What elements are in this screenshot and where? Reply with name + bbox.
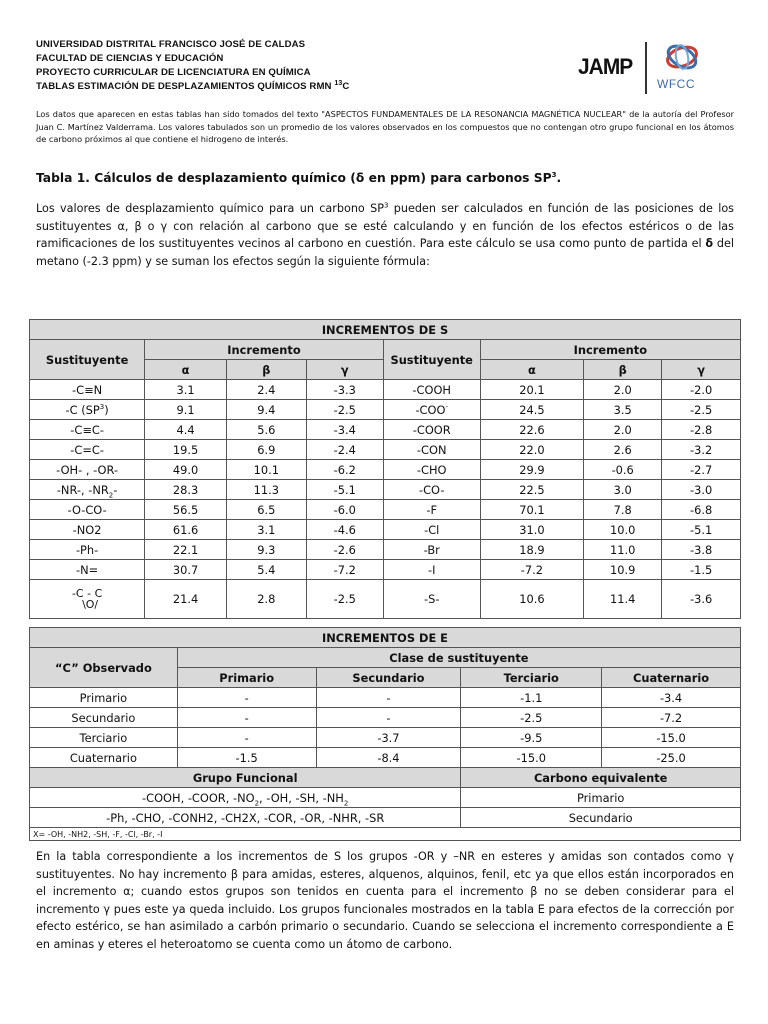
e-col-observed: “C” Observado — [30, 648, 178, 688]
substituent-cell: -Br — [383, 540, 480, 560]
s-col-gamma: γ — [306, 360, 383, 380]
s-col-inc-left: Incremento — [145, 340, 384, 360]
substituent-cell: -C≡C- — [30, 420, 145, 440]
carbon-row-2: Secundario — [461, 808, 741, 828]
value-cell: -2.6 — [306, 540, 383, 560]
substituent-cell: -I — [383, 560, 480, 580]
jamp-logo: JAMP — [578, 54, 633, 79]
substituent-cell: -C=C- — [30, 440, 145, 460]
value-cell: 18.9 — [480, 540, 583, 560]
value-cell: 10.1 — [226, 460, 306, 480]
table-row — [30, 380, 741, 400]
value-cell: -6.0 — [306, 500, 383, 520]
value-cell: -7.2 — [602, 708, 741, 728]
substituent-cell: -OH- , -OR- — [30, 460, 145, 480]
value-cell: 3.0 — [584, 480, 662, 500]
substituent-cell: -Ph- — [30, 540, 145, 560]
s-col-sust-left: Sustituyente — [30, 340, 145, 380]
value-cell: 22.1 — [145, 540, 227, 560]
observed-carbon-cell: Cuaternario — [30, 748, 178, 768]
e-col-cuaternario: Cuaternario — [602, 668, 741, 688]
value-cell: 49.0 — [145, 460, 227, 480]
logo-block — [578, 40, 742, 96]
value-cell: 10.0 — [584, 520, 662, 540]
observed-carbon-cell: Terciario — [30, 728, 178, 748]
wfcc-logo: WFCC — [657, 77, 695, 91]
value-cell: 30.7 — [145, 560, 227, 580]
table-title-text: Tabla 1. Cálculos de desplazamiento químico (δ en ppm) para carbonos SP — [36, 171, 552, 185]
header-tables-end: C — [342, 81, 350, 92]
value-cell: 10.6 — [480, 580, 583, 619]
value-cell: -0.6 — [584, 460, 662, 480]
value-cell: -4.6 — [306, 520, 383, 540]
wfcc-rings-icon — [660, 40, 704, 76]
value-cell: 2.6 — [584, 440, 662, 460]
value-cell: - — [177, 688, 316, 708]
value-cell: -2.0 — [662, 380, 741, 400]
substituent-cell: -C - C \O/ — [30, 580, 145, 619]
value-cell: 11.4 — [584, 580, 662, 619]
value-cell: 3.1 — [145, 380, 227, 400]
value-cell: -2.5 — [306, 400, 383, 420]
carbon-row-1: Primario — [461, 788, 741, 808]
document-header — [36, 38, 556, 94]
table-row — [30, 540, 741, 560]
group-row-1: -COOH, -COOR, $-NO_2$, -OH, -SH, $-NH_2$ — [30, 788, 461, 808]
table-title-sup: 3 — [551, 170, 557, 179]
value-cell: -1.1 — [461, 688, 602, 708]
substituent-cell: -COO- — [383, 400, 480, 420]
table-row — [30, 440, 741, 460]
value-cell: 29.9 — [480, 460, 583, 480]
value-cell: - — [177, 728, 316, 748]
s-col-beta: β — [584, 360, 662, 380]
table-row — [30, 520, 741, 540]
table-row — [30, 560, 741, 580]
substituent-cell: -N= — [30, 560, 145, 580]
increments-e-table — [29, 627, 741, 841]
value-cell: -15.0 — [602, 728, 741, 748]
substituent-cell: -Cl — [383, 520, 480, 540]
table-title-end: . — [556, 171, 562, 185]
substituent-cell: -CO- — [383, 480, 480, 500]
e-table-body — [30, 688, 741, 768]
value-cell: -3.6 — [662, 580, 741, 619]
group-row-2: -Ph, -CHO, -CONH2, -CH2X, -COR, -OR, -NHR, -SR — [30, 808, 461, 828]
value-cell: -5.1 — [662, 520, 741, 540]
table-row — [30, 480, 741, 500]
value-cell: -3.2 — [662, 440, 741, 460]
s-col-alpha: α — [145, 360, 227, 380]
substituent-cell: -NR-, $-NR_2-$ — [30, 480, 145, 500]
para-part1: Los valores de desplazamiento químico para un carbono SP — [36, 202, 384, 215]
e-col-group: Grupo Funcional — [30, 768, 461, 788]
substituent-cell: -O-CO- — [30, 500, 145, 520]
table-footnote: X= -OH, -NH2, -SH, -F, -Cl, -Br, -I — [30, 828, 741, 841]
value-cell: -3.4 — [306, 420, 383, 440]
value-cell: 5.4 — [226, 560, 306, 580]
value-cell: 22.5 — [480, 480, 583, 500]
value-cell: -5.1 — [306, 480, 383, 500]
increments-s-table — [29, 319, 741, 619]
value-cell: -3.7 — [316, 728, 461, 748]
value-cell: 56.5 — [145, 500, 227, 520]
table-row — [30, 688, 741, 708]
value-cell: 22.6 — [480, 420, 583, 440]
value-cell: 6.5 — [226, 500, 306, 520]
substituent-cell: -C $(SP^3)$ — [30, 400, 145, 420]
header-project: PROYECTO CURRICULAR DE LICENCIATURA EN QUÍMICA — [36, 67, 311, 78]
para-delta: δ — [705, 237, 714, 250]
para-part3: del metano (-2.3 ppm) y se suman los efectos según la siguiente fórmula: — [36, 237, 734, 268]
value-cell: -3.8 — [662, 540, 741, 560]
substituent-cell: -COOH — [383, 380, 480, 400]
table-row — [30, 748, 741, 768]
value-cell: -3.3 — [306, 380, 383, 400]
value-cell: 2.4 — [226, 380, 306, 400]
value-cell: 6.9 — [226, 440, 306, 460]
value-cell: -2.7 — [662, 460, 741, 480]
value-cell: -2.5 — [461, 708, 602, 728]
s-col-sust-right: Sustituyente — [383, 340, 480, 380]
substituent-cell: -S- — [383, 580, 480, 619]
header-faculty: FACULTAD DE CIENCIAS Y EDUCACIÓN — [36, 53, 224, 64]
intro-text: Los datos que aparecen en estas tablas han sido tomados del texto "ASPECTOS FUNDAMENTALES DE LA RESONANCIA MAGNÉTICA NUCLEAR" de la autoría del Profesor Juan C. Martínez Valderrama. Los valores tabulados son un promedio de los valores observados en los compuestos que no contengan otro grupo funcional en los átomos de carbono próximos al que contiene el hidrogeno de interés. — [36, 109, 734, 144]
substituent-cell: -CON — [383, 440, 480, 460]
value-cell: - — [177, 708, 316, 728]
e-col-carbon: Carbono equivalente — [461, 768, 741, 788]
e-table-title: INCREMENTOS DE E — [30, 628, 741, 648]
value-cell: - — [316, 708, 461, 728]
table-row — [30, 400, 741, 420]
s-table-title: INCREMENTOS DE S — [30, 320, 741, 340]
substituent-cell: -NO2 — [30, 520, 145, 540]
value-cell: 21.4 — [145, 580, 227, 619]
observed-carbon-cell: Secundario — [30, 708, 178, 728]
value-cell: 11.3 — [226, 480, 306, 500]
header-tables — [36, 80, 556, 94]
table-row — [30, 580, 741, 619]
para-part2: pueden ser calculados en función de las posiciones de los sustituyentes α, β o γ con relación al carbono que se esté calculando y en función de los efectos estéricos o de las ramificaciones de los sustituyentes vecinos al carbono en cuestión. Para este cálculo se usa como punto de partida el — [36, 202, 734, 250]
value-cell: -25.0 — [602, 748, 741, 768]
value-cell: 3.5 — [584, 400, 662, 420]
value-cell: 5.6 — [226, 420, 306, 440]
substituent-cell: -C≡N — [30, 380, 145, 400]
value-cell: 24.5 — [480, 400, 583, 420]
value-cell: 9.3 — [226, 540, 306, 560]
value-cell: 3.1 — [226, 520, 306, 540]
value-cell: 2.0 — [584, 420, 662, 440]
value-cell: 11.0 — [584, 540, 662, 560]
table-title — [36, 171, 561, 185]
s-table-body — [30, 380, 741, 619]
value-cell: -1.5 — [662, 560, 741, 580]
value-cell: -3.0 — [662, 480, 741, 500]
value-cell: -7.2 — [306, 560, 383, 580]
table-row — [30, 708, 741, 728]
table-row — [30, 420, 741, 440]
value-cell: - — [316, 688, 461, 708]
e-col-secundario: Secundario — [316, 668, 461, 688]
value-cell: -2.8 — [662, 420, 741, 440]
value-cell: 9.4 — [226, 400, 306, 420]
value-cell: 61.6 — [145, 520, 227, 540]
value-cell: 7.8 — [584, 500, 662, 520]
value-cell: 22.0 — [480, 440, 583, 460]
value-cell: -2.5 — [662, 400, 741, 420]
intro-paragraph — [36, 200, 734, 270]
value-cell: 9.1 — [145, 400, 227, 420]
s-col-gamma: γ — [662, 360, 741, 380]
value-cell: -9.5 — [461, 728, 602, 748]
value-cell: 2.0 — [584, 380, 662, 400]
value-cell: -2.4 — [306, 440, 383, 460]
table-row — [30, 728, 741, 748]
s-col-alpha: α — [480, 360, 583, 380]
substituent-cell: -F — [383, 500, 480, 520]
observed-carbon-cell: Primario — [30, 688, 178, 708]
header-tables-text: TABLAS ESTIMACIÓN DE DESPLAZAMIENTOS QUÍMICOS RMN — [36, 81, 332, 92]
notes-paragraph: En la tabla correspondiente a los incrementos de S los grupos -OR y –NR en esteres y amidas son contados como γ sustituyentes. No hay incremento β para amidas, esteres, alquenos, alquinos, fenil, etc ya que ellos están incorporados en el incremento α; cuando estos grupos son tenidos en cuenta para el incremento β no se deben considerar para el incremento γ pues este ya queda incluido. Los grupos funcionales mostrados en la tabla E para efectos de la corrección por efecto estérico, se han asimilado a carbón primario o secundario. Cuando se selecciona el incremento correspondiente a E en aminas y eteres el heteroatomo se cuenta como un átomo de carbono. — [36, 850, 734, 951]
value-cell: -6.8 — [662, 500, 741, 520]
value-cell: -6.2 — [306, 460, 383, 480]
value-cell: 4.4 — [145, 420, 227, 440]
header-tables-sup: 13 — [334, 79, 343, 87]
e-col-primario: Primario — [177, 668, 316, 688]
value-cell: -8.4 — [316, 748, 461, 768]
value-cell: 20.1 — [480, 380, 583, 400]
value-cell: -1.5 — [177, 748, 316, 768]
substituent-cell: -COOR — [383, 420, 480, 440]
para-sup: 3 — [383, 201, 389, 210]
value-cell: 28.3 — [145, 480, 227, 500]
e-col-terciario: Terciario — [461, 668, 602, 688]
e-col-class: Clase de sustituyente — [177, 648, 740, 668]
substituent-cell: -CHO — [383, 460, 480, 480]
s-col-beta: β — [226, 360, 306, 380]
value-cell: -7.2 — [480, 560, 583, 580]
value-cell: 70.1 — [480, 500, 583, 520]
value-cell: 31.0 — [480, 520, 583, 540]
value-cell: -3.4 — [602, 688, 741, 708]
table-row — [30, 460, 741, 480]
value-cell: -15.0 — [461, 748, 602, 768]
logo-divider — [645, 42, 647, 94]
s-col-inc-right: Incremento — [480, 340, 740, 360]
header-university: UNIVERSIDAD DISTRITAL FRANCISCO JOSÉ DE CALDAS — [36, 39, 306, 50]
value-cell: 10.9 — [584, 560, 662, 580]
table-row — [30, 500, 741, 520]
value-cell: 19.5 — [145, 440, 227, 460]
value-cell: 2.8 — [226, 580, 306, 619]
value-cell: -2.5 — [306, 580, 383, 619]
